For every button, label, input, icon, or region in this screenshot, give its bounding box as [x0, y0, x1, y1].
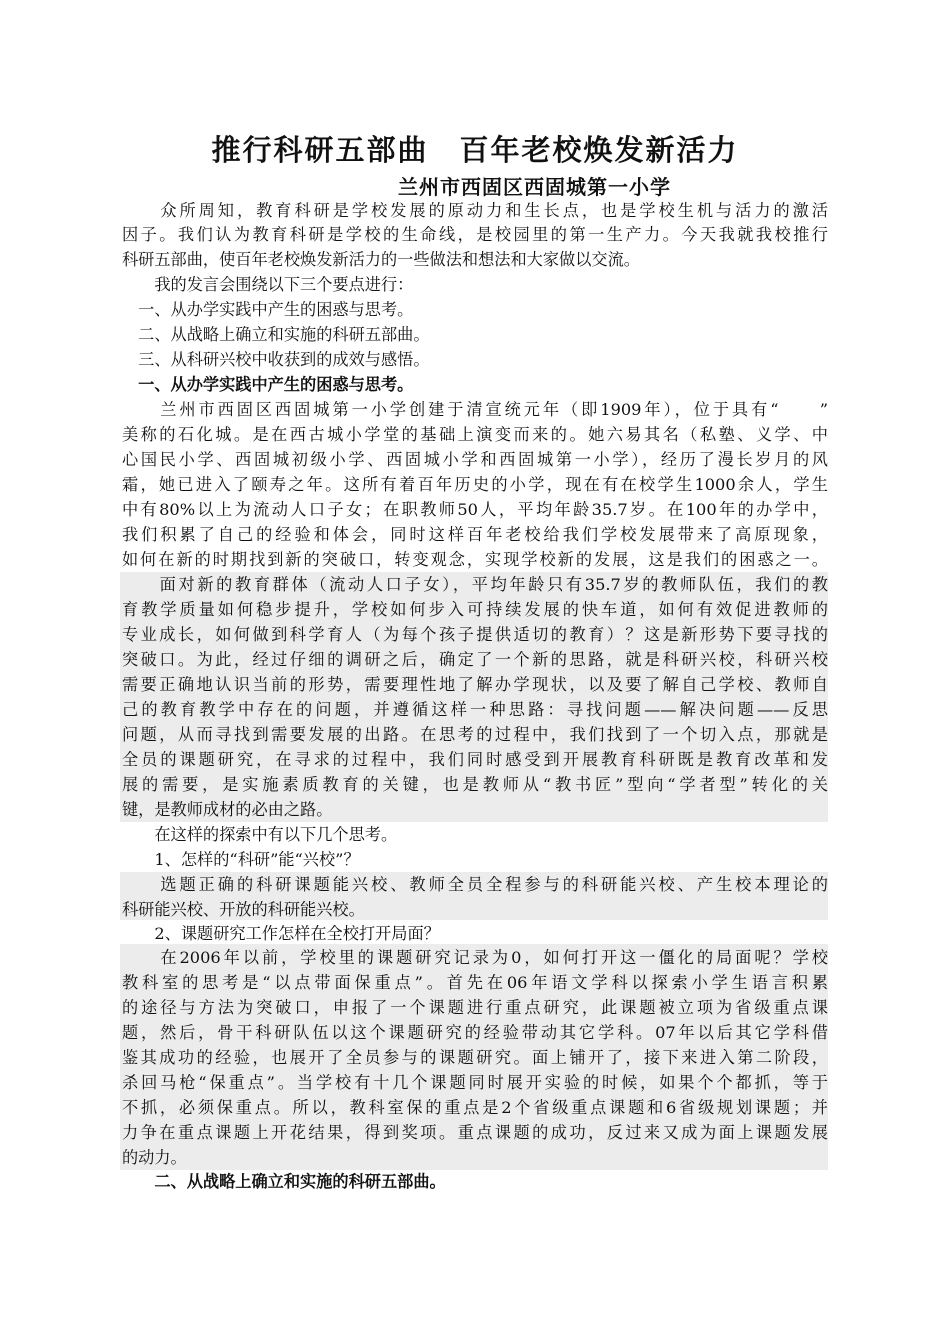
paragraph-line: 问题，从而寻找到需要发展的出路。在思考的过程中，我们找到了一个切入点，那就是 — [122, 725, 828, 744]
paragraph-line: 霜，她已进入了颐寿之年。这所有着百年历史的小学，现在有在校学生1000余人，学生 — [122, 475, 828, 494]
paragraph-line: 鉴其成功的经验，也展开了全员参与的课题研究。面上铺开了，接下来进入第二阶段， — [122, 1048, 828, 1067]
paragraph-line: 选题正确的科研课题能兴校、教师全员全程参与的科研能兴校、产生校本理论的 — [122, 875, 828, 894]
outline-item: 三、从科研兴校中收获到的成效与感悟。 — [122, 350, 430, 369]
paragraph-line: 因子。我们认为教育科研是学校的生命线，是校园里的第一生产力。今天我就我校推行 — [122, 225, 828, 244]
paragraph-line: 需要正确地认识当前的形势，需要理性地了解办学现状，以及要了解自己学校、教师自 — [122, 675, 828, 694]
paragraph-line: 教科室的思考是“以点带面保重点”。首先在06年语文学科以探索小学生语言积累 — [122, 973, 828, 992]
paragraph-line: 科研五部曲，使百年老校焕发新活力的一些做法和想法和大家做以交流。 — [122, 250, 640, 269]
paragraph-line: 育教学质量如何稳步提升，学校如何步入可持续发展的快车道，如何有效促进教师的 — [122, 600, 828, 619]
outline-item: 二、从战略上确立和实施的科研五部曲。 — [122, 325, 430, 344]
paragraph-line: 力争在重点课题上开花结果，得到奖项。重点课题的成功，反过来又成为面上课题发展 — [122, 1123, 828, 1142]
document-title: 推行科研五部曲 百年老校焕发新活力 — [211, 133, 739, 167]
section-heading: 一、从办学实践中产生的困惑与思考。 — [122, 375, 414, 394]
paragraph-line: 杀回马枪“保重点”。当学校有十几个课题同时展开实验的时候，如果个个都抓，等于 — [122, 1073, 828, 1092]
paragraph-line: 众所周知，教育科研是学校发展的原动力和生长点，也是学校生机与活力的激活 — [122, 201, 828, 220]
paragraph-line: 我们积累了自己的经验和体会，同时这样百年老校给我们学校发展带来了高原现象， — [122, 525, 828, 544]
paragraph-line: 我的发言会围绕以下三个要点进行： — [122, 275, 414, 294]
question-heading: 2、课题研究工作怎样在全校打开局面？ — [122, 924, 440, 943]
section-heading: 二、从战略上确立和实施的科研五部曲。 — [122, 1172, 446, 1191]
paragraph-line: 全员的课题研究，在寻求的过程中，我们同时感受到开展教育科研既是教育改革和发 — [122, 750, 828, 769]
paragraph-line: 的途径与方法为突破口，申报了一个课题进行重点研究，此课题被立项为省级重点课 — [122, 998, 828, 1017]
question-heading: 1、怎样的“科研”能“兴校”？ — [122, 850, 360, 869]
paragraph-line: 不抓，必须保重点。所以，教科室保的重点是2个省级重点课题和6省级规划课题；并 — [122, 1098, 828, 1117]
outline-item: 一、从办学实践中产生的困惑与思考。 — [122, 300, 414, 319]
paragraph-line: 的动力。 — [122, 1148, 187, 1167]
paragraph-line: 美称的石化城。是在西古城小学堂的基础上演变而来的。她六易其名（私塾、义学、中 — [122, 425, 828, 444]
paragraph-line: 键，是教师成材的必由之路。 — [122, 800, 333, 819]
paragraph-line: 如何在新的时期找到新的突破口，转变观念，实现学校新的发展，这是我们的困惑之一。 — [122, 550, 828, 569]
paragraph-line: 展的需要，是实施素质教育的关键，也是教师从“教书匠”型向“学者型”转化的关 — [122, 775, 828, 794]
paragraph-line: 面对新的教育群体（流动人口子女），平均年龄只有35.7岁的教师队伍，我们的教 — [122, 575, 828, 594]
paragraph-line: 兰州市西固区西固城第一小学创建于清宣统元年（即1909年），位于具有“ ” — [122, 400, 828, 419]
paragraph-line: 中有80%以上为流动人口子女；在职教师50人，平均年龄35.7岁。在100年的办学中， — [122, 500, 828, 519]
paragraph-line: 专业成长，如何做到科学育人（为每个孩子提供适切的教育）？这是新形势下要寻找的 — [122, 625, 828, 644]
paragraph-line: 在2006年以前，学校里的课题研究记录为0，如何打开这一僵化的局面呢？学校 — [122, 948, 828, 967]
paragraph-line: 在这样的探索中有以下几个思考。 — [122, 825, 398, 844]
paragraph-line: 己的教育教学中存在的问题，并遵循这样一种思路：寻找问题——解决问题——反思 — [122, 700, 828, 719]
paragraph-line: 科研能兴校、开放的科研能兴校。 — [122, 900, 365, 919]
paragraph-line: 突破口。为此，经过仔细的调研之后，确定了一个新的思路，就是科研兴校，科研兴校 — [122, 650, 828, 669]
paragraph-line: 心国民小学、西固城初级小学、西固城小学和西固城第一小学），经历了漫长岁月的风 — [122, 450, 828, 469]
paragraph-line: 题，然后，骨干科研队伍以这个课题研究的经验带动其它学科。07年以后其它学科借 — [122, 1023, 828, 1042]
document-subtitle: 兰州市西固区西固城第一小学 — [398, 175, 671, 199]
